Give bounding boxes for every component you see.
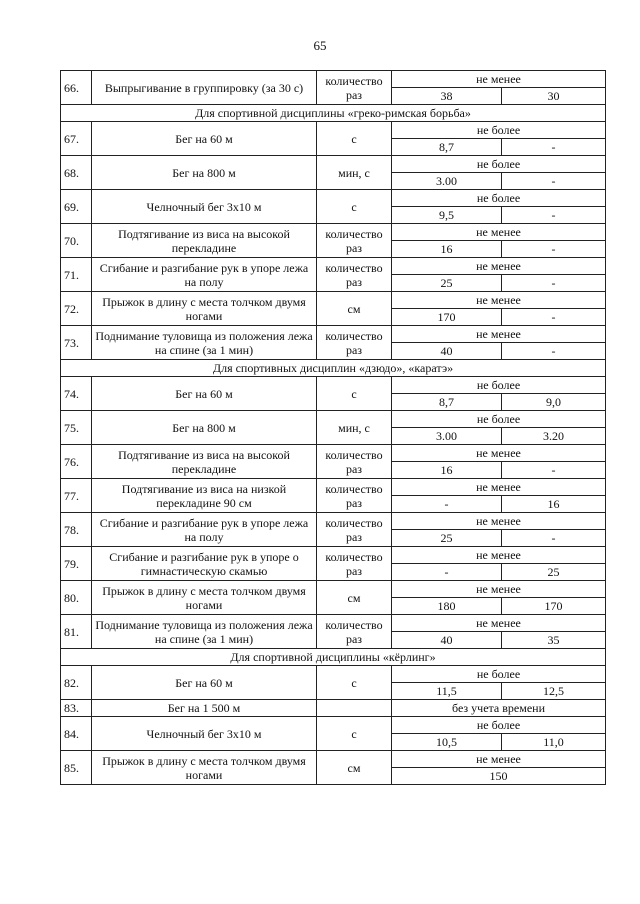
norm-value: 150 [392,768,606,785]
row-number: 83. [61,700,92,717]
unit-cell: с [317,122,392,156]
norm-header: не менее [392,513,606,530]
unit-cell: количество раз [317,479,392,513]
unit-cell: количество раз [317,615,392,649]
norm-value-2: 11,0 [502,734,606,751]
exercise-name: Поднимание туловища из положения лежа на спине (за 1 мин) [92,326,317,360]
exercise-name: Прыжок в длину с места толчком двумя ногами [92,292,317,326]
norm-row [61,377,606,394]
norm-value-2: 170 [502,598,606,615]
norm-header: не более [392,122,606,139]
norm-header: не менее [392,751,606,768]
norm-value-1: 170 [392,309,502,326]
norm-value-1: 180 [392,598,502,615]
row-number: 79. [61,547,92,581]
norm-header: не более [392,377,606,394]
norm-value-1: - [392,564,502,581]
norm-value-1: 16 [392,462,502,479]
norm-row [61,615,606,632]
row-number: 85. [61,751,92,785]
norm-row [61,190,606,207]
unit-cell: количество раз [317,513,392,547]
row-number: 70. [61,224,92,258]
norm-header: не более [392,717,606,734]
norm-row [61,513,606,530]
norm-value-1: - [392,496,502,513]
norm-value-2: - [502,309,606,326]
section-row [61,649,606,666]
unit-cell: с [317,717,392,751]
norm-row [61,71,606,88]
norm-row [61,224,606,241]
norm-value-1: 40 [392,632,502,649]
exercise-name: Бег на 60 м [92,122,317,156]
norm-header: не менее [392,479,606,496]
norm-value-2: - [502,462,606,479]
section-row [61,105,606,122]
norm-value-1: 25 [392,530,502,547]
norm-value-1: 11,5 [392,683,502,700]
norm-header: не менее [392,258,606,275]
norm-value-2: - [502,530,606,547]
norm-value-2: - [502,139,606,156]
exercise-name: Прыжок в длину с места толчком двумя ногами [92,751,317,785]
exercise-name: Подтягивание из виса на высокой перекладине [92,445,317,479]
page-number: 65 [313,38,327,53]
exercise-name: Выпрыгивание в группировку (за 30 с) [92,71,317,105]
row-number: 69. [61,190,92,224]
exercise-name: Сгибание и разгибание рук в упоре о гимнастическую скамью [92,547,317,581]
row-number: 84. [61,717,92,751]
unit-cell: количество раз [317,547,392,581]
exercise-name: Сгибание и разгибание рук в упоре лежа на полу [92,513,317,547]
row-number: 75. [61,411,92,445]
norm-value-1: 38 [392,88,502,105]
norm-header: не менее [392,445,606,462]
norm-value-2: 35 [502,632,606,649]
exercise-name: Бег на 60 м [92,666,317,700]
unit-cell: с [317,377,392,411]
norm-row [61,547,606,564]
unit-cell: количество раз [317,326,392,360]
norm-value-2: - [502,207,606,224]
norm-row [61,292,606,309]
unit-cell: см [317,292,392,326]
row-number: 73. [61,326,92,360]
norm-row [61,122,606,139]
norm-value-1: 10,5 [392,734,502,751]
unit-cell: количество раз [317,445,392,479]
norm-header: не менее [392,326,606,343]
norm-header: не более [392,190,606,207]
row-number: 80. [61,581,92,615]
row-number: 71. [61,258,92,292]
norm-header: не менее [392,547,606,564]
norm-header: не менее [392,581,606,598]
norm-row [61,666,606,683]
norm-row [61,258,606,275]
norm-row [61,326,606,343]
unit-cell: мин, с [317,411,392,445]
norm-value-1: 8,7 [392,394,502,411]
norms-table [60,70,606,785]
section-title: Для спортивной дисциплины «кёрлинг» [61,649,606,666]
unit-cell: с [317,666,392,700]
exercise-name: Подтягивание из виса на высокой перекладине [92,224,317,258]
exercise-name: Подтягивание из виса на низкой перекладине 90 см [92,479,317,513]
row-number: 82. [61,666,92,700]
unit-cell: с [317,190,392,224]
row-number: 78. [61,513,92,547]
norm-row [61,751,606,768]
unit-cell: количество раз [317,258,392,292]
norm-header: не менее [392,292,606,309]
section-row [61,360,606,377]
norm-row [61,700,606,717]
unit-cell: см [317,581,392,615]
norm-row [61,479,606,496]
row-number: 67. [61,122,92,156]
exercise-name: Бег на 800 м [92,411,317,445]
norm-value-2: 30 [502,88,606,105]
norm-header: не более [392,666,606,683]
unit-cell: количество раз [317,71,392,105]
row-number: 68. [61,156,92,190]
norm-value-1: 16 [392,241,502,258]
norm-value-1: 25 [392,275,502,292]
unit-cell: мин, с [317,156,392,190]
norm-header: не менее [392,615,606,632]
exercise-name: Бег на 1 500 м [92,700,317,717]
exercise-name: Поднимание туловища из положения лежа на спине (за 1 мин) [92,615,317,649]
exercise-name: Сгибание и разгибание рук в упоре лежа на полу [92,258,317,292]
unit-cell: см [317,751,392,785]
norm-header: не более [392,411,606,428]
norm-row [61,581,606,598]
norm-row [61,156,606,173]
norm-value-2: - [502,241,606,258]
norm-value-2: 25 [502,564,606,581]
norm-value-2: 12,5 [502,683,606,700]
exercise-name: Челночный бег 3х10 м [92,190,317,224]
norm-header: не менее [392,71,606,88]
norm-row [61,445,606,462]
norm-value-2: - [502,343,606,360]
exercise-name: Бег на 60 м [92,377,317,411]
section-title: Для спортивных дисциплин «дзюдо», «каратэ» [61,360,606,377]
norm-header: не менее [392,224,606,241]
unit-cell [317,700,392,717]
row-number: 66. [61,71,92,105]
row-number: 74. [61,377,92,411]
norm-value-2: - [502,275,606,292]
norm-row [61,717,606,734]
norm-value-2: 9,0 [502,394,606,411]
row-number: 81. [61,615,92,649]
exercise-name: Бег на 800 м [92,156,317,190]
row-number: 76. [61,445,92,479]
norm-value-1: 40 [392,343,502,360]
norm-value-1: 8,7 [392,139,502,156]
norm-row [61,411,606,428]
exercise-name: Челночный бег 3х10 м [92,717,317,751]
norm-value-1: 3.00 [392,428,502,445]
norm-value-2: 3.20 [502,428,606,445]
row-number: 72. [61,292,92,326]
norm-header: не более [392,156,606,173]
row-number: 77. [61,479,92,513]
norm-value: без учета времени [392,700,606,717]
norm-value-1: 3.00 [392,173,502,190]
exercise-name: Прыжок в длину с места толчком двумя ногами [92,581,317,615]
norm-value-2: - [502,173,606,190]
unit-cell: количество раз [317,224,392,258]
section-title: Для спортивной дисциплины «греко-римская борьба» [61,105,606,122]
norm-value-2: 16 [502,496,606,513]
norm-value-1: 9,5 [392,207,502,224]
